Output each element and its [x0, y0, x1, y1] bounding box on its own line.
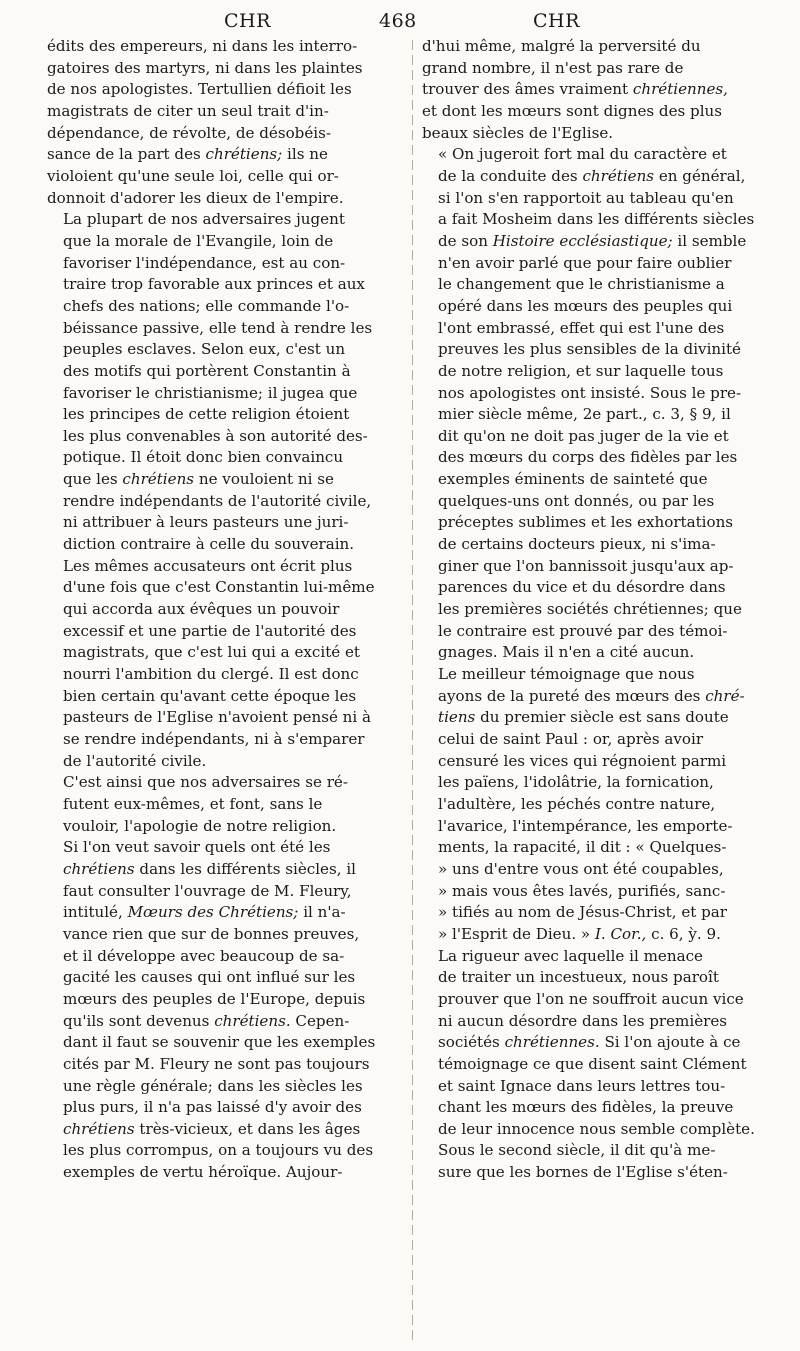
text-line: donnoit d'adorer les dieux de l'empire. — [47, 188, 344, 207]
text-line: qui accorda aux évêques un pouvoir — [63, 600, 340, 619]
text-line: gatoires des martyrs, ni dans les plaintes — [47, 58, 363, 77]
text-line: de notre religion, et sur laquelle tous — [438, 361, 724, 380]
paragraph — [422, 664, 782, 1184]
text-line: gnages. Mais il n'en a cité aucun. — [438, 643, 695, 662]
text-line: le contraire est prouvé par des témoi- — [438, 621, 728, 640]
text-line: dépendance, de révolte, de désobéis- — [47, 123, 331, 142]
text-line: » mais vous êtes lavés, purifiés, sanc- — [438, 881, 726, 900]
text-line: opéré dans les mœurs des peuples qui — [438, 296, 733, 315]
paragraph — [47, 772, 406, 837]
text-line: ni attribuer à leurs pasteurs une juri- — [63, 513, 349, 532]
text-line: pasteurs de l'Eglise n'avoient pensé ni à — [63, 708, 372, 727]
text-line: parences du vice et du désordre dans — [438, 578, 726, 597]
text-line: des motifs qui portèrent Constantin à — [63, 361, 351, 380]
column-divider — [412, 40, 413, 1340]
text-line: d'hui même, malgré la perversité du — [422, 37, 701, 55]
text-line: diction contraire à celle du souverain. — [63, 535, 355, 554]
text-line: l'ont embrassé, effet qui est l'une des — [438, 318, 725, 337]
text-line: trouver des âmes vraiment chrétiennes, — [422, 80, 728, 99]
text-line: cités par M. Fleury ne sont pas toujours — [63, 1054, 370, 1073]
text-line: violoient qu'une seule loi, celle qui or- — [47, 166, 339, 185]
text-line: les plus corrompus, on a toujours vu des — [63, 1141, 374, 1160]
text-line: ni aucun désordre dans les premières — [438, 1011, 728, 1030]
text-line: de leur innocence nous semble complète. — [438, 1119, 755, 1138]
text-line: qu'ils sont devenus chrétiens. Cepen- — [63, 1011, 350, 1030]
text-line: grand nombre, il n'est pas rare de — [422, 58, 684, 77]
text-line: Le meilleur témoignage que nous — [438, 665, 695, 684]
text-line: chrétiens très-vicieux, et dans les âges — [63, 1119, 361, 1138]
text-line: chefs des nations; elle commande l'o- — [63, 296, 350, 315]
text-line: futent eux-mêmes, et font, sans le — [63, 794, 323, 813]
page-number: 468 — [379, 10, 417, 32]
text-line: La plupart de nos adversaires jugent — [63, 210, 345, 229]
text-line: exemples de vertu héroïque. Aujour- — [63, 1163, 343, 1182]
text-line: et dont les mœurs sont dignes des plus — [422, 101, 723, 120]
header-left-keyword: CHR — [224, 10, 271, 32]
text-line: quelques-uns ont donnés, ou par les — [438, 491, 715, 510]
paragraph — [422, 144, 782, 664]
text-line: a fait Mosheim dans les différents siècles — [438, 210, 755, 229]
text-line: favoriser le christianisme; il jugea que — [63, 383, 358, 402]
text-line: les païens, l'idolâtrie, la fornication, — [438, 773, 714, 792]
paragraph — [47, 837, 406, 1184]
text-line: chant les mœurs des fidèles, la preuve — [438, 1098, 734, 1117]
text-line: mœurs des peuples de l'Europe, depuis — [63, 989, 366, 1008]
text-line: que les chrétiens ne vouloient ni se — [63, 470, 334, 489]
text-line: se rendre indépendants, ni à s'emparer — [63, 730, 365, 748]
text-line: si l'on s'en rapportoit au tableau qu'en — [438, 188, 734, 207]
text-line: dit qu'on ne doit pas juger de la vie et — [438, 426, 729, 445]
text-line: et saint Ignace dans leurs lettres tou- — [438, 1076, 726, 1095]
left-column — [47, 36, 406, 1184]
text-line: » tifiés au nom de Jésus-Christ, et par — [438, 903, 727, 922]
text-line: Si l'on veut savoir quels ont été les — [63, 838, 331, 857]
text-line: des mœurs du corps des fidèles par les — [438, 448, 738, 467]
text-line: ayons de la pureté des mœurs des chré- — [438, 686, 745, 705]
text-line: peuples esclaves. Selon eux, c'est un — [63, 340, 346, 359]
running-header — [0, 10, 800, 36]
text-line: La rigueur avec laquelle il menace — [438, 946, 703, 965]
text-line: beaux siècles de l'Eglise. — [422, 123, 614, 142]
text-line: de l'autorité civile. — [63, 751, 207, 770]
text-line: « On jugeroit fort mal du caractère et — [438, 145, 727, 164]
text-line: mier siècle même, 2e part., c. 3, § 9, il — [438, 405, 731, 424]
text-line: les plus convenables à son autorité des- — [63, 426, 368, 445]
text-line: gacité les causes qui ont influé sur les — [63, 968, 356, 987]
text-line: que la morale de l'Evangile, loin de — [63, 231, 334, 250]
text-line: vance rien que sur de bonnes preuves, — [63, 924, 360, 943]
paragraph — [47, 36, 406, 209]
text-line: exemples éminents de sainteté que — [438, 470, 708, 489]
text-line: le changement que le christianisme a — [438, 275, 725, 294]
text-line: béissance passive, elle tend à rendre les — [63, 318, 373, 337]
text-line: l'adultère, les péchés contre nature, — [438, 794, 716, 813]
text-line: sociétés chrétiennes. Si l'on ajoute à ce — [438, 1033, 741, 1052]
text-line: de certains docteurs pieux, ni s'ima- — [438, 535, 716, 554]
text-line: de la conduite des chrétiens en général, — [438, 166, 746, 185]
text-line: dant il faut se souvenir que les exemples — [63, 1033, 376, 1052]
text-line: les premières sociétés chrétiennes; que — [438, 600, 742, 619]
text-line: chrétiens dans les différents siècles, il — [63, 859, 356, 878]
text-line: une règle générale; dans les siècles les — [63, 1076, 363, 1095]
paragraph — [422, 36, 782, 144]
text-line: nos apologistes ont insisté. Sous le pre- — [438, 383, 742, 402]
text-line: n'en avoir parlé que pour faire oublier — [438, 253, 732, 272]
text-line: sance de la part des chrétiens; ils ne — [47, 145, 328, 164]
text-line: sure que les bornes de l'Eglise s'éten- — [438, 1163, 728, 1182]
text-line: Sous le second siècle, il dit qu'à me- — [438, 1141, 716, 1160]
text-line: préceptes sublimes et les exhortations — [438, 513, 734, 532]
text-line: prouver que l'on ne souffroit aucun vice — [438, 989, 744, 1008]
text-line: faut consulter l'ouvrage de M. Fleury, — [63, 881, 352, 900]
text-line: C'est ainsi que nos adversaires se ré- — [63, 773, 348, 792]
text-line: de traiter un incestueux, nous paroît — [438, 968, 719, 987]
text-line: témoignage ce que disent saint Clément — [438, 1054, 747, 1073]
text-line: bien certain qu'avant cette époque les — [63, 686, 357, 705]
header-right-keyword: CHR — [533, 10, 580, 32]
text-line: potique. Il étoit donc bien convaincu — [63, 448, 344, 467]
text-line: » l'Esprit de Dieu. » I. Cor., c. 6, ỳ. 9. — [438, 924, 721, 943]
text-line: magistrats de citer un seul trait d'in- — [47, 101, 329, 120]
text-line: vouloir, l'apologie de notre religion. — [63, 816, 337, 835]
text-line: l'avarice, l'intempérance, les emporte- — [438, 816, 733, 835]
text-line: rendre indépendants de l'autorité civile, — [63, 491, 372, 510]
text-line: censuré les vices qui régnoient parmi — [438, 751, 727, 770]
text-line: de nos apologistes. Tertullien défioit les — [47, 80, 352, 99]
text-line: » uns d'entre vous ont été coupables, — [438, 859, 724, 878]
text-line: excessif et une partie de l'autorité des — [63, 621, 357, 640]
paragraph — [47, 209, 406, 772]
text-line: Les mêmes accusateurs ont écrit plus — [63, 556, 353, 575]
right-column — [422, 36, 782, 1184]
text-line: giner que l'on bannissoit jusqu'aux ap- — [438, 556, 734, 575]
text-line: et il développe avec beaucoup de sa- — [63, 946, 345, 965]
text-line: tiens du premier siècle est sans doute — [438, 708, 729, 727]
text-line: édits des empereurs, ni dans les interro- — [47, 37, 358, 55]
text-line: favoriser l'indépendance, est au con- — [63, 253, 346, 272]
text-line: de son Histoire ecclésiastique; il semble — [438, 231, 747, 250]
text-line: intitulé, Mœurs des Chrétiens; il n'a- — [63, 903, 346, 922]
text-line: d'une fois que c'est Constantin lui-même — [63, 578, 375, 597]
text-line: traire trop favorable aux princes et aux — [63, 275, 365, 294]
text-line: celui de saint Paul : or, après avoir — [438, 730, 704, 748]
text-line: les principes de cette religion étoient — [63, 405, 350, 424]
text-line: preuves les plus sensibles de la divinité — [438, 340, 741, 359]
text-line: ments, la rapacité, il dit : « Quelques- — [438, 838, 727, 857]
text-line: magistrats, que c'est lui qui a excité et — [63, 643, 360, 662]
text-line: plus purs, il n'a pas laissé d'y avoir des — [63, 1098, 362, 1117]
text-line: nourri l'ambition du clergé. Il est donc — [63, 665, 359, 684]
